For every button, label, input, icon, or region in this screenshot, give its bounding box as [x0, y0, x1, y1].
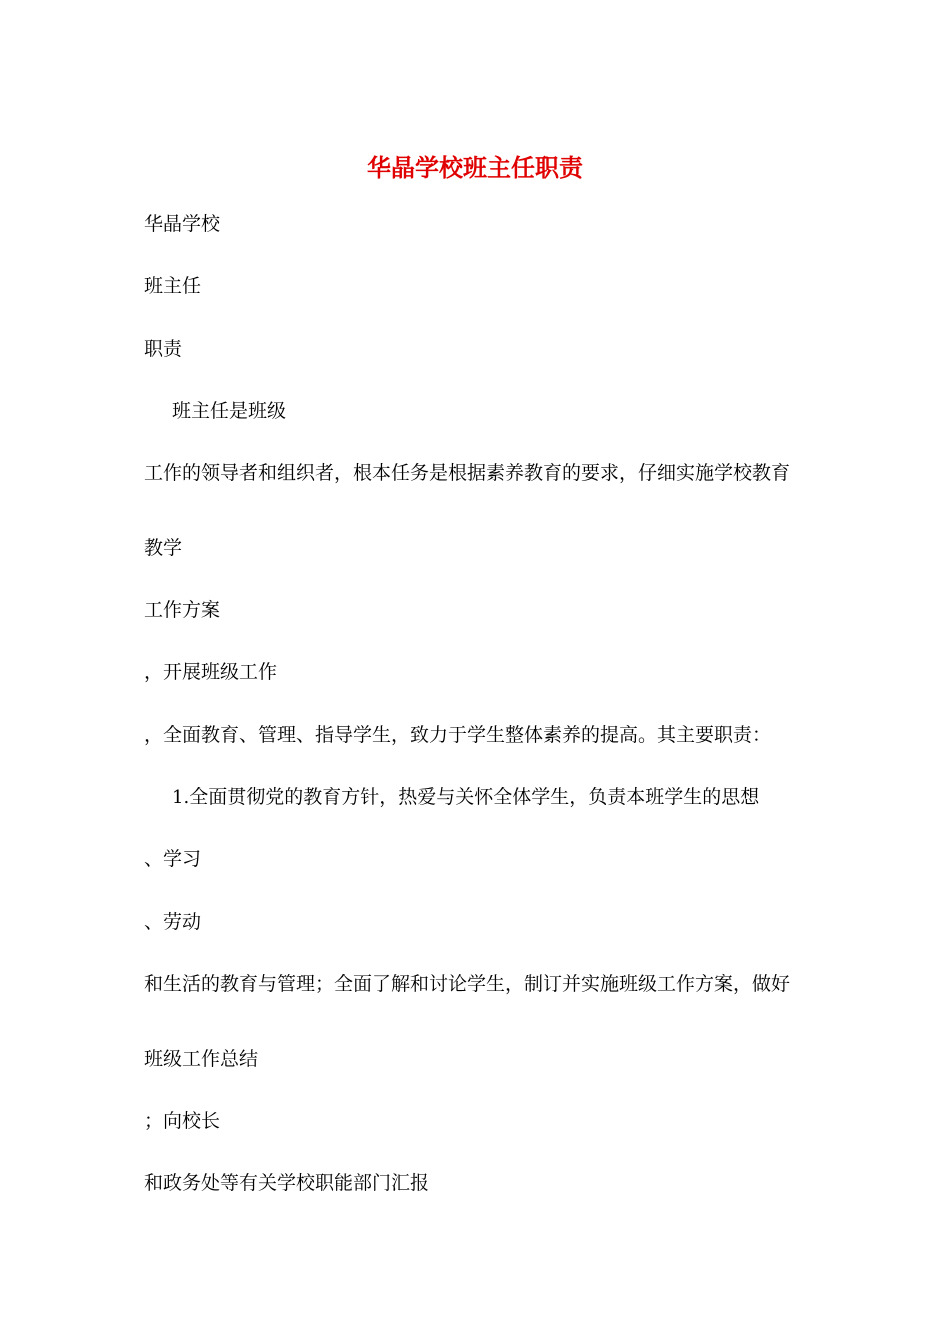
text-line: 班级工作总结 [144, 1048, 259, 1070]
text-line: 教学 [144, 537, 183, 559]
text-line: 和政务处等有关学校职能部门汇报 [144, 1172, 430, 1194]
text-line: 工作方案 [144, 599, 221, 621]
text-line: 、劳动 [144, 911, 202, 933]
numbered-list-item [172, 784, 759, 811]
text-line-indented: 班主任是班级 [172, 400, 287, 422]
text-line: ，全面教育、管理、指导学生，致力于学生整体素养的提高。其主要职责： [144, 724, 772, 746]
text-line: 、学习 [144, 848, 202, 870]
list-item-text: 全面贯彻党的教育方针，热爱与关怀全体学生，负责本班学生的思想 [189, 786, 760, 808]
text-line: ，开展班级工作 [144, 661, 278, 683]
text-line: 华晶学校 [144, 213, 221, 235]
page-title: 华晶学校班主任职责 [367, 153, 583, 182]
text-line: 和生活的教育与管理；全面了解和讨论学生，制订并实施班级工作方案，做好 [144, 973, 791, 995]
list-number: 1. [172, 787, 190, 808]
text-line: ；向校长 [144, 1110, 221, 1132]
text-line: 班主任 [144, 275, 202, 297]
text-line: 工作的领导者和组织者，根本任务是根据素养教育的要求，仔细实施学校教育 [144, 462, 791, 484]
text-line: 职责 [144, 338, 183, 360]
